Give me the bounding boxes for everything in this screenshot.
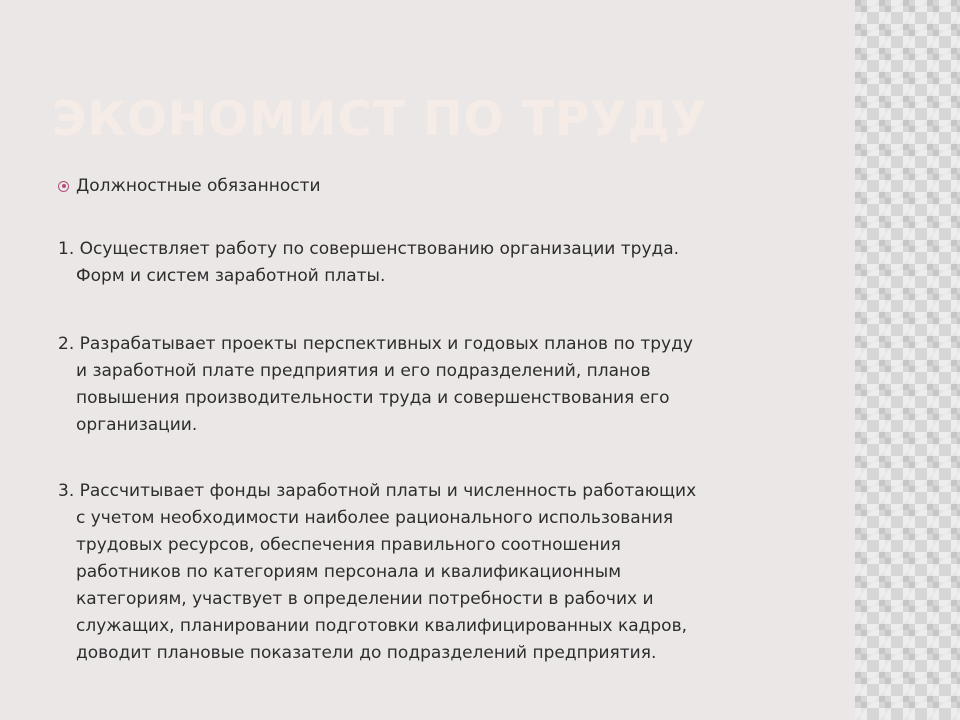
paragraph-2 (58, 331, 798, 439)
paragraph-3 (58, 478, 798, 667)
paragraph-line: повышения производительности труда и совершенствования его (76, 388, 670, 408)
slide-title: ЭКОНОМИСТ ПО ТРУДУ (52, 92, 708, 147)
paragraph-line: 3. Рассчитывает фонды заработной платы и численность работающих (58, 481, 697, 501)
paragraph-line: категориям, участвует в определении потребности в рабочих и (76, 589, 654, 609)
paragraph-line: 2. Разрабатывает проекты перспективных и годовых планов по труду (58, 334, 693, 354)
paragraph-line: организации. (76, 415, 198, 435)
paragraph-line: Форм и систем заработной платы. (76, 266, 386, 286)
bullet-circle-icon (58, 181, 69, 192)
decorative-side-pattern (855, 0, 960, 720)
paragraph-line: доводит плановые показатели до подразделений предприятия. (76, 643, 657, 663)
paragraph-line: 1. Осуществляет работу по совершенствованию организации труда. (58, 239, 680, 259)
paragraph-1 (58, 236, 798, 290)
bullet-item (58, 176, 321, 196)
paragraph-line: с учетом необходимости наиболее рационального использования (76, 508, 674, 528)
bullet-label: Должностные обязанности (76, 176, 321, 196)
paragraph-line: трудовых ресурсов, обеспечения правильного соотношения (76, 535, 621, 555)
paragraph-line: работников по категориям персонала и квалификационным (76, 562, 622, 582)
paragraph-line: и заработной плате предприятия и его подразделений, планов (76, 361, 651, 381)
paragraph-line: служащих, планировании подготовки квалифицированных кадров, (76, 616, 688, 636)
